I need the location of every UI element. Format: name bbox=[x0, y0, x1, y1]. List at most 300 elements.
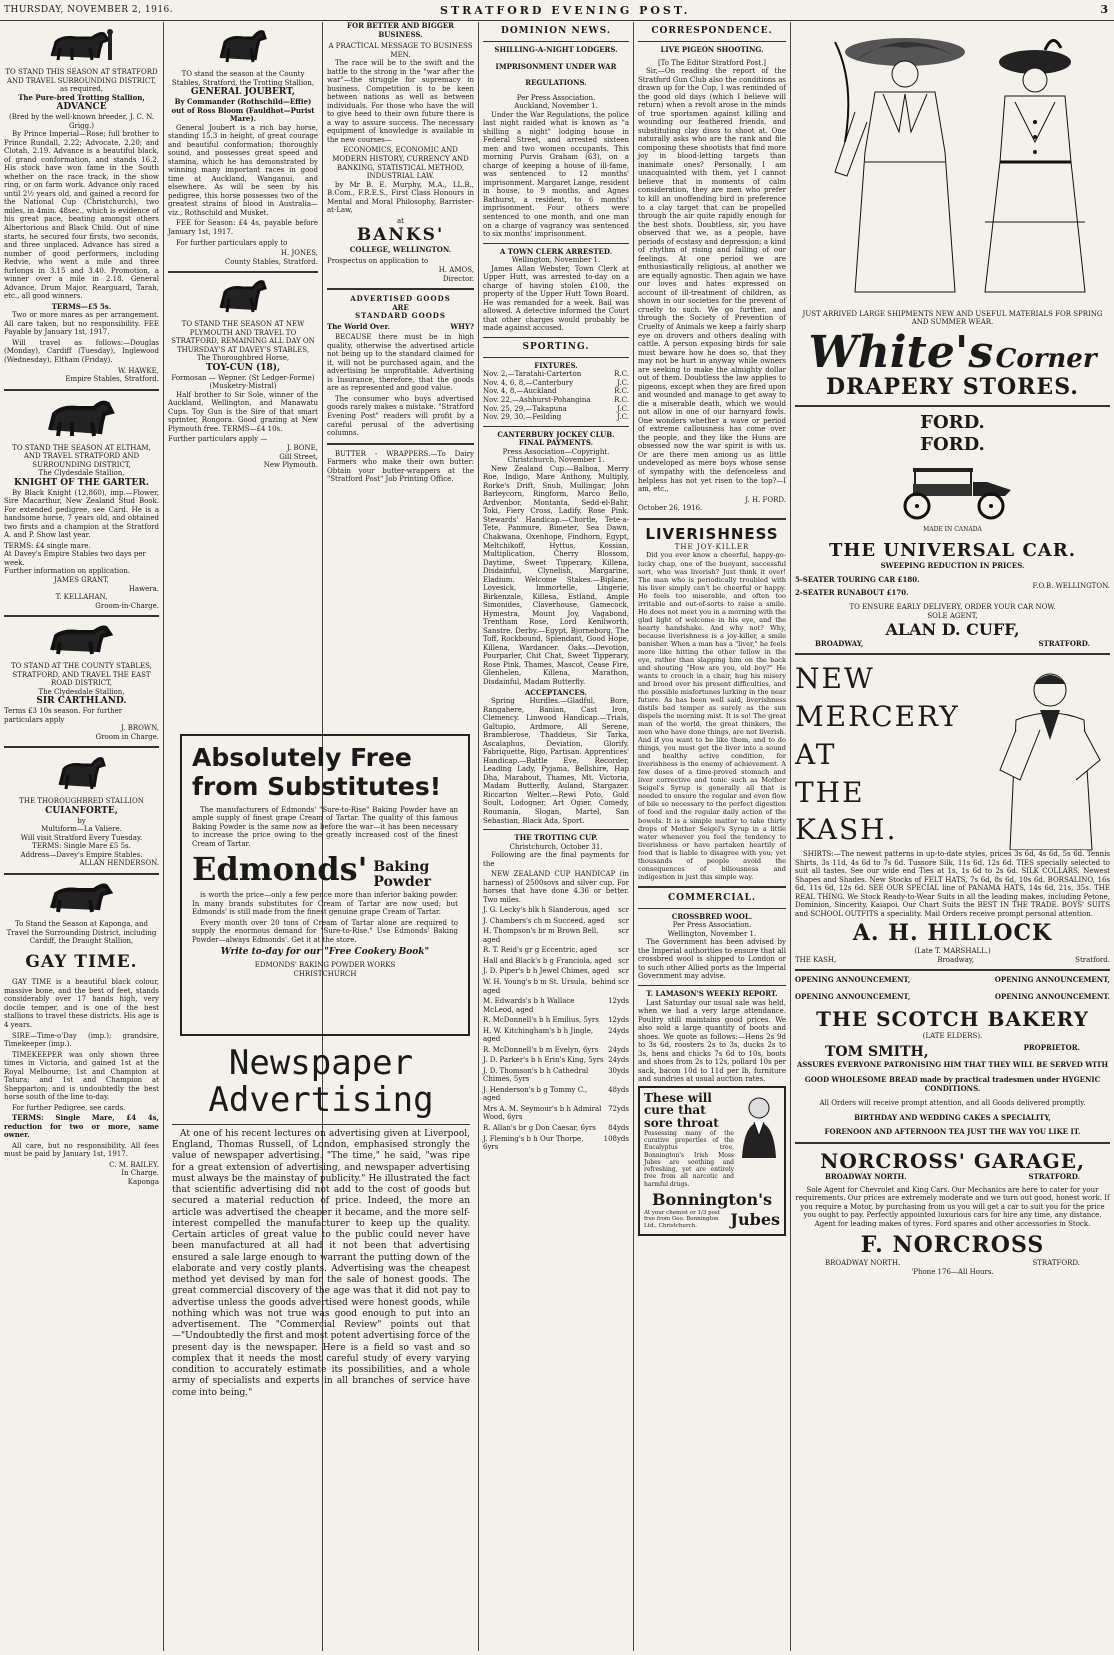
column-5 bbox=[634, 22, 790, 1651]
entry-mark: 12yds bbox=[608, 1016, 629, 1025]
entry-mark: 48yds bbox=[608, 1085, 629, 1094]
article-body: New Zealand Cup.—Balboa, Merry Roe, Indigo, Mare Anthony, Multiply, Rorke's Drift, Snub, Mullingar, John Barleycorn, Ringform, Marco Bello, Ardvenbor, Montanta, Sedd-el-Bahr, Toki, Fiery Cross, Ladify, Rose Pink. Stewards' Handicap.—Chortle, Tete-a-Tete, Panmure, Bimeter, Sea Dawn, Chakwana, Oxenhope, Findhorn, Egypt, Meltchikoff, Hyttus, Kossian, Multiplication, Cherry Blossom, Daytime, Sweet Tipperary, Killena, Disdainful, Clynelish, Margarine, Eladium. Welcome Stakes.—Biplane, Lovesick, Immortelle, Lingerie, Birkenzale, Killesa, Estland, Ample Simonides, Claverhouse, Gamecock, Hymestra, Mount Joy, Vagabond, Trentham Rose, Lord Kenilworth, Sanstre. Derby.—Egypt, Bjorneborg, The Toff, Rockbound, Splendant, Good Hope, Killena, Wardancer. Oaks.—Devotion, Pourparler, Chit Chat, Sweet Tipperary, Rose Pink, Thames, Mascot, Cease Fire, Glenhelen, Killena, Marathon, Disdainful, Madam Butterfly. bbox=[483, 464, 629, 686]
ad-intro: THE THOROUGHBRED STALLION bbox=[19, 797, 144, 806]
proprietor-title: PROPRIETOR. bbox=[1023, 1043, 1080, 1053]
race-description: NEW ZEALAND CUP HANDICAP (in harness) of 2500sovs and silver cup. For horses that have done 4.36 or better. Two miles. bbox=[483, 870, 629, 904]
ad-sub: The Thoroughbred Horse, bbox=[196, 354, 290, 363]
fixture-date: Nov. 4, 6, 8,—Canterbury bbox=[483, 378, 574, 387]
edmonds-ad bbox=[180, 734, 470, 1036]
entry-row bbox=[483, 957, 629, 966]
entry-name: J. G. Lecky's blk h Slanderous, aged bbox=[483, 906, 610, 915]
by-line: by bbox=[77, 816, 86, 825]
horse-icon bbox=[42, 880, 122, 916]
jubes-ad bbox=[638, 1086, 786, 1236]
ad-headline: These will bbox=[644, 1090, 712, 1105]
press-credit: Per Press Association. bbox=[672, 921, 752, 930]
entry-row bbox=[483, 997, 629, 1014]
sole-agent: SOLE AGENT, bbox=[927, 611, 978, 620]
article-heading: REGULATIONS. bbox=[525, 78, 587, 88]
section-sub: A PRACTICAL MESSAGE TO BUSINESS MEN. bbox=[328, 42, 473, 59]
stables: At Davey's Empire Stables two days per week. bbox=[4, 550, 146, 567]
garage-name: NORCROSS' GARAGE, bbox=[820, 1148, 1085, 1173]
issue-date: THURSDAY, NOVEMBER 2, 1916. bbox=[4, 5, 174, 15]
signature-role: Director. bbox=[442, 274, 474, 283]
article-body: BECAUSE there must be in high quality, otherwise the advertised article not being up to the standard claimed for it, will not be purchased again, and the advertising be unprofitable. Advertising is Insurance, therefore, that the goods are as represented and good value. bbox=[327, 333, 474, 393]
column-2 bbox=[164, 22, 322, 722]
signature: H. JONES, bbox=[280, 249, 318, 258]
horse-icon bbox=[213, 278, 273, 316]
ford-subhead: SWEEPING REDUCTION IN PRICES. bbox=[880, 560, 1025, 570]
article-heading: LIVE PIGEON SHOOTING. bbox=[660, 44, 764, 54]
entry-row bbox=[483, 978, 629, 995]
horse-icon bbox=[42, 26, 122, 64]
horse-name: ADVANCE bbox=[56, 102, 107, 113]
agent-city: STRATFORD. bbox=[1038, 638, 1090, 648]
fixture-date: Nov. 22,—Ashhurst-Pohangina bbox=[483, 396, 591, 404]
bakery-assurance: ASSURES EVERYONE PATRONISING HIM THAT THEY WILL BE SERVED WITH bbox=[796, 1060, 1109, 1070]
entry-row bbox=[483, 906, 629, 915]
entry-mark: 12yds bbox=[608, 997, 629, 1006]
section-heading: STANDARD GOODS bbox=[355, 311, 446, 321]
article-heading: T. LAMASON'S WEEKLY REPORT. bbox=[646, 988, 778, 998]
entry-mark: scr bbox=[618, 916, 629, 925]
clydesdale-icon bbox=[42, 396, 122, 440]
divider bbox=[483, 357, 629, 358]
ad-brand: DRAPERY STORES. bbox=[826, 373, 1079, 400]
entry-name: Hall and Black's b g Franciola, aged bbox=[483, 956, 612, 965]
trotting-entries bbox=[483, 906, 629, 1151]
entry-name: H. Thompson's br m Brown Bell, aged bbox=[483, 927, 599, 944]
hillock-street: Broadway, bbox=[937, 955, 975, 964]
opening-announcement: OPENING ANNOUNCEMENT. bbox=[994, 991, 1110, 1001]
article-body: Under the War Regulations, the police last night raided what is known as "a shilling a night" lodging house in Federal Street, and arrested sixteen men and two women occupants. This morning Purvis Graham (63), on a charge of keeping a house of ill-fame, was sentenced to 12 months' imprisonment. Margaret Lange, resident in house, to 9 months, and Agnes Bathurst, a resident, to 6 months' imprisonment. Four others were sentenced to one month, and one man on a charge of vagrancy was sentenced to six months' imprisonment. bbox=[483, 110, 629, 239]
kash-heading: MERCERY bbox=[795, 700, 960, 734]
divider bbox=[795, 405, 1110, 407]
fixture-club: J.C. bbox=[617, 378, 629, 387]
divider bbox=[4, 389, 159, 391]
signature: W. HAWKE, bbox=[117, 366, 159, 375]
article-heading: THE TROTTING CUP. bbox=[514, 833, 598, 843]
article-body: Following are the final payments for the bbox=[483, 851, 629, 868]
signature: JAMES GRANT, bbox=[53, 575, 110, 584]
dateline: Wellington, November 1. bbox=[511, 256, 601, 265]
gentleman-illustration bbox=[980, 660, 1110, 850]
divider bbox=[483, 243, 629, 244]
ford-heading: FORD. bbox=[920, 412, 985, 434]
article-body: Last Saturday our usual sale was held, when we had a very large attendance. Poultry still maintains good prices. We also sold a large quantity of boots and shoes. We quote as follows:—Hens 2s 9d to 3s 6d, roosters 2s to 3s, ducks 2s to 3s, hens and chicks 7s 6d to 10s, boots and shoes from 2s to 12s, pollard 10s per sack, bacon 10d to 11d per lb, furniture and sundries at usual auction rates. bbox=[638, 998, 786, 1084]
bakery-line: GOOD WHOLESOME BREAD made by practical tradesmen under HYGENIC CONDITIONS. bbox=[804, 1074, 1101, 1093]
divider bbox=[638, 41, 786, 42]
address: Address—Davey's Empire Stables. bbox=[20, 850, 143, 859]
ad-brand-line: Powder bbox=[373, 873, 432, 890]
horse-name: TOY-CUN (18), bbox=[205, 362, 281, 373]
signature-place: Hawera. bbox=[128, 584, 159, 593]
entry-mark: 84yds bbox=[608, 1123, 629, 1132]
fixture-club: R.C. bbox=[614, 370, 629, 379]
garage-proprietor: F. NORCROSS bbox=[860, 1232, 1045, 1259]
ad-body: is worth the price—only a few pence more than inferior baking powder. In many brands substitutes for Cream of Tartar are now used; but Edmonds' is still made from the finest genuine grape Cream of Tartar. bbox=[192, 891, 458, 917]
fixture-club: R.C. bbox=[614, 387, 629, 396]
fixture-row bbox=[483, 379, 629, 388]
article-heading: SHILLING-A-NIGHT LODGERS. bbox=[494, 44, 618, 54]
college-location: COLLEGE, WELLINGTON. bbox=[349, 244, 452, 254]
ad-sub: The Clydesdale Stallion, bbox=[38, 687, 125, 696]
terms: TERMS: Single Mare, £4 4s, reduction for two or more, same owner. bbox=[4, 1113, 159, 1140]
section-heading: WHY? bbox=[450, 321, 474, 331]
ad-body: Did you ever know a cheerful, happy-go-lucky chap, one of the buoyant, successful sort, who was liverish? Just think it over! The man who is periodically troubled with his liver simply can't be cheerful or happy. He feels too miserable, and often too irritable and out-of-sorts to raise a smile. He does not meet you in a morning with the glad light of welcome in his eye, and the hearty handshake. And why not? Why, because liverishness is a joy-killer, a smile banisher. When a man has a "liver," he feels more like hitting the other fellow in the eye, rather than slapping him on the back and shouting "How are you, old boy?" He wants to crouch in a chair, hug his misery and brood over his present difficulties, and the possible misfortunes lurking in the near future. As has been well said, liverishness distils bad temper as surely as the sun dispels the morning mist. It is so! The great man of the world, the great thinkers, the men who have done things, are not liverish. And if you want to be like them, and to do things, you must get the liver into a sound and healthy active condition, for liverishness is the enemy of achievement. A few doses of a time-proved stomach and liver corrective and tonic such as Mother Seigel's Syrup is generally all that is needed to ensure the regular and even flow of bile so necessary to the perfect digestion of food and the regular daily action of the bowels. It is a simple matter to take thirty drops of Mother Seigel's Syrup in a little water whenever you feel the tendency to liverishness or have partaken heartily of food that is liable to disagree with you; yet thousands of people avoid the consequences of biliousness and indigestion in just this simple way. bbox=[638, 551, 786, 881]
terms: TERMS: Single Mare £5 5s. bbox=[32, 842, 131, 851]
ad-sub: The Pure-bred Trotting Stallion, bbox=[18, 92, 145, 102]
kash-heading: NEW bbox=[795, 662, 875, 696]
entry-mark: scr bbox=[618, 927, 629, 936]
signature: J. BONE, bbox=[286, 444, 318, 452]
ad-body: Possessing many of the curative properties of the Eucalyptus tree, Bonnington's Irish Moss Jubes are soothing and refreshing, yet are entirely free from all narcotic and harmful drugs. bbox=[644, 1129, 734, 1188]
garage-address: BROADWAY NORTH. bbox=[825, 1259, 901, 1268]
column-6 bbox=[791, 22, 1114, 1651]
page-number: 3 bbox=[1100, 3, 1108, 16]
signature: J. BROWN, bbox=[121, 724, 159, 733]
fixture-row bbox=[483, 413, 629, 422]
ad-subheadline: THE JOY-KILLER bbox=[674, 542, 750, 551]
dateline: Auckland, November 1. bbox=[514, 102, 598, 111]
entry-mark: 24yds bbox=[608, 1045, 629, 1054]
entry-name: J. Chambers's ch m Succeed, aged bbox=[483, 916, 605, 925]
press-credit: Per Press Association. bbox=[516, 93, 596, 102]
horse-name: GENERAL JOUBERT, bbox=[190, 87, 296, 98]
section-heading: SPORTING. bbox=[522, 341, 590, 352]
ad-body: General Joubert is a rich bay horse, standing 15.3 in height, of great courage and beautiful conformation; thoroughly sound, and possesses great speed and stamina, which he has demonstrated by winning many important races in good time at Auckland, Wanganui, and elsewhere. As will be seen by his pedigree, this horse possesses two of the greatest strains of blood in Australia—viz., Rothschild and Musket. bbox=[168, 123, 318, 217]
college-name: BANKS' bbox=[356, 225, 445, 246]
fixture-date: Nov. 29, 30,—Feilding bbox=[483, 413, 562, 422]
divider bbox=[483, 829, 629, 830]
ad-sub: The Clydesdale Stallion, bbox=[38, 469, 125, 478]
entry-row bbox=[483, 917, 629, 926]
agent-name: ALAN D. CUFF, bbox=[885, 620, 1020, 640]
column-3 bbox=[323, 22, 478, 722]
entry-row bbox=[483, 927, 629, 944]
entry-name: Mrs A. M. Seymour's b h Admiral Wood, 6yrs bbox=[483, 1104, 602, 1122]
butter-wrappers-notice: BUTTER - WRAPPERS.—To Dairy Farmers who make their own butter: Obtain your butter-wrappers at the "Stratford Post" Job Printing Office. bbox=[327, 449, 474, 484]
garage-street: BROADWAY NORTH. bbox=[825, 1172, 907, 1182]
entry-name: R. Allan's br g Don Caesar, 6yrs bbox=[483, 1123, 596, 1132]
article-body: The Government has been advised by the Imperial authorities to ensure that all crossbred wool is shipped to London or to such other Allied ports as the Imperial Government may advise. bbox=[638, 938, 786, 981]
newspaper-advertising-article bbox=[172, 1045, 470, 1650]
ad-intro: TO STAND AT THE COUNTY STABLES, STRATFORD, AND TRAVEL THE EAST ROAD DISTRICT, bbox=[11, 662, 152, 688]
section-heading: DOMINION NEWS. bbox=[501, 26, 611, 36]
man-portrait-icon bbox=[738, 1092, 780, 1158]
entry-name: J. Fleming's b h Our Thorpe, 6yrs bbox=[483, 1134, 584, 1152]
fob-line: F.O.B. WELLINGTON. bbox=[1032, 582, 1110, 591]
ad-company: EDMONDS' BAKING POWDER WORKS bbox=[254, 961, 396, 970]
car-icon bbox=[883, 460, 1023, 522]
signature-place: Kaponga bbox=[127, 1178, 159, 1187]
opening-announcement: OPENING ANNOUNCEMENT, bbox=[994, 975, 1110, 985]
fixture-date: Nov. 4, 8,—Auckland bbox=[483, 387, 557, 396]
section-heading: ADVERTISED GOODS bbox=[350, 294, 451, 304]
entry-name: H. W. Kitchingham's b h Jingle, aged bbox=[483, 1026, 594, 1044]
entry-mark: 72yds bbox=[608, 1104, 629, 1113]
divider bbox=[483, 426, 629, 427]
entry-mark: scr bbox=[618, 967, 629, 976]
ad-city: CHRISTCHURCH bbox=[293, 969, 357, 978]
horse-name: KNIGHT OF THE GARTER. bbox=[14, 477, 149, 488]
signature: J. H. FORD. bbox=[745, 495, 786, 504]
entry-mark: scr bbox=[618, 946, 629, 955]
travel-schedule: Will travel as follows:—Douglas (Monday), Cardiff (Tuesday), Inglewood (Wednesday), Eltham (Friday). bbox=[4, 338, 159, 364]
signature-address: Empire Stables, Stratford. bbox=[65, 375, 159, 384]
ad-intro: TO STAND THE SEASON AT NEW PLYMOUTH AND TRAVEL TO STRATFORD, REMAINING ALL DAY ON THURSDAY'S AT DAVEY'S STABLES, bbox=[171, 320, 315, 354]
signature-role: Groom in Charge. bbox=[95, 732, 159, 741]
divider bbox=[327, 288, 474, 290]
kash-heading: AT bbox=[795, 737, 837, 771]
ad-brand: Corner bbox=[995, 343, 1097, 374]
ad-body: SIRE—Time-o'Day (imp.); grandsire, Timekeeper (imp.). bbox=[4, 1031, 159, 1049]
ad-headline: sore throat bbox=[644, 1116, 719, 1131]
signature: C. M. BAILEY. bbox=[109, 1160, 159, 1169]
entry-mark: scr bbox=[618, 956, 629, 965]
whites-ad bbox=[795, 326, 1110, 401]
fixture-row bbox=[483, 387, 629, 396]
opening-announcement: OPENING ANNOUNCEMENT, bbox=[795, 975, 911, 985]
divider bbox=[327, 443, 474, 445]
ad-brand: Edmonds' bbox=[192, 850, 368, 889]
divider bbox=[795, 1142, 1110, 1144]
prospectus-line: Prospectus on application to bbox=[327, 257, 429, 266]
entry-name: R. T. Reid's gr g Eccentric, aged bbox=[483, 946, 598, 955]
entry-name: W. H. Young's b m St. Ursula, aged bbox=[483, 978, 588, 995]
section-heading: The World Over. bbox=[327, 321, 390, 331]
ad-brand: Bonnington's bbox=[652, 1190, 772, 1210]
proprietor-name: TOM SMITH, bbox=[825, 1044, 929, 1061]
article-heading: ACCEPTANCES. bbox=[525, 687, 587, 697]
ad-body: By Black Knight (12,860), imp.—Flower, Sire Macarthur, New Zealand Stud Book. For extended pedigree, see Card. He is a handsome horse, 7 years old, and obtained two firsts and a champion at the Stratford A. and P. Show last year. bbox=[4, 488, 159, 540]
article-title: Advertising bbox=[208, 1080, 434, 1121]
article-body: At one of his recent lectures on advertising given at Liverpool, England, Thomas Russell, of London, emphasised strongly the value of newspaper advertising. "The time," he said, "was ripe for a great extension of advertising, and newspaper advertising must always be the mainstay of publicity." He illustrated the fact that scientific advertising did not add to the cost of goods but secured a material reduction of price. Indeed, the more an article was advertised the cheaper it became, and the more self-interest compelled the manufacturer to keep up the quality. Certain articles of great value to the public could never have been manufactured at all had it not been that advertising ensured a sale large enough to warrant the putting down of the elaborate and very costly plants. Advertising was the cheapest method yet devised by man for the sale of honest goods. The great commercial discovery of the age was that it did not pay to advertise unless the goods advertised were honest goods, while nothing which was not true was good enough to put into an advertisement. The "Commercial Review" points out that—"Undoubtedly the first and most potent advertising force of the present day is the newspaper. Here is a field so vast and so complex that it needs the most careful study of every varying condition to accurately estimate its possibilities, and a whole army of specialists and experts in all branches of service have come into being." bbox=[172, 1128, 470, 1398]
sire-line: Multiform—La Valiere. bbox=[41, 825, 122, 834]
fashion-illustration bbox=[795, 22, 1110, 307]
section-heading: CORRESPONDENCE. bbox=[651, 26, 773, 36]
divider bbox=[483, 337, 629, 338]
entry-name: J. D. Piper's b h Jewel Chimes, aged bbox=[483, 967, 610, 976]
horse-icon bbox=[52, 753, 112, 793]
divider bbox=[638, 886, 786, 888]
ad-body: Half brother to Sir Sole, winner of the Auckland, Wellington, and Manawatu Cups. Toy Gun is the Sire of that smart sprinter, Rongora. Good grazing at New Plymouth free. TERMS—£4 10s. bbox=[168, 390, 318, 433]
dateline: Christchurch, November 1. bbox=[507, 456, 605, 465]
ad-brand-line: Baking bbox=[373, 858, 430, 875]
visit-line: Will visit Stratford Every Tuesday. bbox=[20, 833, 143, 842]
masthead bbox=[0, 0, 1114, 21]
ad-headline: LIVERISHNESS bbox=[645, 524, 779, 543]
fixture-row bbox=[483, 370, 629, 379]
price-line: 2-SEATER RUNABOUT £170. bbox=[795, 587, 909, 597]
entry-name: R. McDonnell's b h Emilius, 5yrs bbox=[483, 1016, 599, 1025]
signature-address: County Stables, Stratford. bbox=[224, 257, 318, 266]
ad-body: TIMEKEEPER was only shown three times in Victoria, and gained 1st at the Royal Melbourne; 1st and Champion at Tatura; and 1st and Champion at Shepparton; and is undoubtedly the best horse south of the line to-day. bbox=[4, 1050, 159, 1102]
bakery-line: FORENOON AND AFTERNOON TEA JUST THE WAY YOU LIKE IT. bbox=[824, 1127, 1081, 1137]
ad-headline: Absolutely Free bbox=[192, 743, 412, 772]
horse-name: CUIANFORTE, bbox=[45, 805, 118, 816]
entry-mark: 24yds bbox=[608, 1056, 629, 1065]
bakery-line: BIRTHDAY AND WEDDING CAKES A SPECIALITY, bbox=[854, 1112, 1051, 1122]
letter-body: Sir,—On reading the report of the Stratford Gun Club also the conditions as drawn up for the Cup, I was reminded of the good old days (which I believe will return) when a revolt arose in the minds of true sportsmen against killing and wounding our feathered friends, and substituting clay discs to shoot at. One naturally asks who are the rank and file composing these shootists that find more joy in blood-letting targets than inanimate ones? Personally, I am unacquainted with them, yet I cannot believe that in moments of calm consideration, they are men who prefer to kill an unoffending bird in preference to a clay target that can be propelled through the air quite rapidly enough for the best shots. Doubtless, sir, you have observed that we, as a people, have periods of ecstasy and depression; a kind of rhythm of rising and falling of our feelings. At one period we are enthusiastically religious, at another we are equally agnostic. Then again we have our loves and hates expressed on account of ill-treatment of children, as shown in our societies for the prevent of cruelty to such. We go further, and through the Society of Prevention of Cruelty of Animals we keep a fairly sharp eye on drovers and others dealing with cattle. A person exposing birds for sale must beware how he does so, that they may not be hurt in anyway while owners are seeking to make the almighty dollar out of them. Doubtless the law applies to pigeons, except when they are fired upon and wounded and manage to get away to die a miserable death, which we would not allow in one of our barnyard fowls. One wonders whether a wave or period of extreme callousness has come over the people, and they like the Huns are obsessed now the war spirit is with us. Or are there men among us as little undeveloped as mere boys whose sense of sympathy with the defenceless and helpless has not yet risen to the top?—I am, etc., bbox=[638, 67, 786, 494]
entry-row bbox=[483, 1067, 629, 1084]
divider bbox=[172, 1124, 470, 1125]
entry-name: J. D. Thomson's b h Cathedral Chimes, 5yrs bbox=[483, 1066, 589, 1084]
hillock-late: (Late T. MARSHALL.) bbox=[914, 947, 991, 956]
article-heading: FINAL PAYMENTS. bbox=[518, 438, 594, 448]
article-body: The consumer who buys advertised goods rarely makes a mistake. "Stratford Evening Post" readers will profit by a careful perusal of the advertising columns. bbox=[327, 394, 474, 438]
ford-heading: FORD. bbox=[920, 434, 985, 456]
agent-address: BROADWAY, bbox=[815, 638, 864, 648]
garage-body: Sole Agent for Chevrolet and King Cars. Our Mechanics are here to cater for your requirements. Our prices are extremely moderate and we turn out good, honest work. If you require a Motor, by purchasing from us you will get a car to suit you for the price you ought to pay. Perfectly appointed luxurious cars for hire any time, any distance. Agent for leading makes of tyres. Ford spares and other accessories in Stock. bbox=[795, 1185, 1110, 1228]
garage-city: STRATFORD. bbox=[1028, 1172, 1080, 1182]
order-line: TO ENSURE EARLY DELIVERY, ORDER YOUR CAR NOW. bbox=[849, 603, 1056, 612]
shipments-line: JUST ARRIVED LARGE SHIPMENTS NEW AND USEFUL MATERIALS FOR SPRING AND SUMMER WEAR. bbox=[802, 309, 1103, 327]
entry-row bbox=[483, 1124, 629, 1133]
terms: Terms £3 10s season. For further particulars apply bbox=[4, 707, 123, 724]
kash-body: SHIRTS:—The newest patterns in up-to-date styles, prices 3s 6d, 4s 6d, 5s 6d. Tennis Shirts, 3s 11d, 4s 6d to 7s 6d. Tussore Silk, 11s 6d, 12s 6d. TIES specially selected to suit all tastes. See our wide end Ties at 1s, 1s 6d to 2s 6d. SILK COLLARS, Newest Shapes and Shades. New Stocks of FELT HATS, 7s 6d, 8s 6d, 10s 6d. BORSALINO, 16s 6d, 11s 6d, 12s 6d. SEE OUR SPECIAL line of PANAMA HATS, 14s 6d, 21s, 35s. THE REAL THING. We Stock Ready-to-Wear Suits in all the leading makes, including Petone, Dominion, Sincerity, Kaiapoi. Our Chart Suits the BEST IN THE TRADE. BOYS' SUITS and SCHOOL OUTFITS a speciality. Mail Orders receive prompt personal attention. bbox=[795, 850, 1110, 918]
dateline: Wellington, November 1. bbox=[667, 929, 757, 938]
entry-row bbox=[483, 1105, 629, 1122]
terms: TERMS—£5 5s. bbox=[51, 301, 112, 311]
entry-row bbox=[483, 946, 629, 955]
entry-row bbox=[483, 1086, 629, 1103]
entry-mark: 108yds bbox=[603, 1134, 629, 1143]
fixtures-list bbox=[483, 370, 629, 421]
pedigree: By Commander (Rothschild—Effie) out of Ross Bloom (Fauldhot—Purist Mare). bbox=[171, 97, 315, 124]
entry-row bbox=[483, 1135, 629, 1152]
entry-name: J. Henderson's b g Tommy C., aged bbox=[483, 1085, 588, 1103]
signature: T. KELLAHAN, bbox=[55, 593, 108, 602]
dateline: Christchurch, October 31. bbox=[509, 842, 603, 851]
fee: FEE for Season: £4 4s, payable before January 1st, 1917. bbox=[168, 219, 318, 236]
divider bbox=[638, 518, 786, 520]
fixture-date: Nov. 25, 29,—Takapuna bbox=[483, 404, 567, 413]
divider bbox=[4, 615, 159, 617]
entry-mark: behind scr bbox=[591, 978, 629, 986]
article-heading: CANTERBURY JOCKEY CLUB. bbox=[497, 429, 615, 439]
signature-address: Gill Street, bbox=[279, 452, 318, 461]
price-line: 5-SEATER TOURING CAR £180. bbox=[795, 575, 920, 585]
section-heading: BUSINESS. bbox=[378, 29, 423, 39]
horse-name: SIR CARTHLAND. bbox=[36, 696, 127, 707]
terms-body: Two or more mares as per arrangement. All care taken, but no responsibility. FEE Payable by January 1st, 1917. bbox=[4, 311, 159, 337]
fixture-club: J.C. bbox=[617, 413, 629, 422]
column-1 bbox=[0, 22, 163, 1651]
ford-slogan: THE UNIVERSAL CAR. bbox=[828, 539, 1076, 561]
editor-line: [To The Editor Stratford Post.] bbox=[657, 58, 767, 67]
fixture-club: R.C. bbox=[614, 396, 629, 404]
kash-ad bbox=[795, 660, 1110, 850]
fixtures-heading: FIXTURES. bbox=[534, 360, 578, 370]
ad-intro: TO STAND THIS SEASON AT STRATFORD AND TRAVEL SURROUNDING DISTRICT, as required, bbox=[5, 68, 158, 94]
divider bbox=[795, 969, 1110, 971]
fixture-row bbox=[483, 396, 629, 405]
ad-headline: cure that bbox=[644, 1103, 706, 1118]
further-info: For further particulars apply to bbox=[176, 238, 288, 247]
ad-footnote: At your chemist or 1/3 post free from Geo. Bonnington Ltd., Christchurch. bbox=[644, 1209, 720, 1230]
entry-mark: 30yds bbox=[608, 1066, 629, 1075]
ad-body: GAY TIME is a beautiful black colour, massive bone, and the best of feet, stands considerably over 17 hands high, very docile temper, and is one of the best stallions to travel these districts. His age is 4 years. bbox=[4, 978, 159, 1029]
horse-icon bbox=[42, 622, 122, 658]
further-info: Further particulars apply — bbox=[168, 435, 268, 444]
entry-row bbox=[483, 967, 629, 976]
divider bbox=[168, 271, 318, 273]
article-body: Spring Hurdles.—Gladful, Bore, Rangahere, Banian, Cast Iron, Clemency. Linwood Handicap.—Trials, Galtupio, Ardmore, All Serene, Bramblerose, Thaddeus, Sir Tarka, Ascalaphus, Deviation, Glorify, Fabriquette, Rigo, Partisan. Apprentices' Handicap.—Battle Eve, Recorder, Leading Lady, Pyjama, Bellshire, Hap Dha, Marabout, Thames, Mt. Victoria, Madam Butterfly, Auland, Stargazer. Riccarton Welter.—Rewi Poto, Gold Soult, Lodogner, Art Ogier, Comedy, Roumania, Slogan, Martel, San Sebastian, Black Ada, Sport. bbox=[483, 697, 629, 825]
hillock-city: Stratford. bbox=[1075, 955, 1110, 964]
horse-icon bbox=[213, 26, 273, 66]
divider bbox=[483, 41, 629, 42]
column-4 bbox=[479, 22, 633, 1651]
kash-heading: KASH. bbox=[795, 813, 898, 847]
ad-headline: from Substitutes! bbox=[192, 771, 442, 801]
entry-name: R. McDonnell's b m Evelyn, 6yrs bbox=[483, 1045, 599, 1054]
kash-heading: THE bbox=[795, 775, 865, 809]
garage-city: STRATFORD. bbox=[1032, 1259, 1080, 1268]
further-info: Further information on application. bbox=[4, 567, 131, 576]
divider bbox=[638, 908, 786, 909]
section-heading: COMMERCIAL. bbox=[667, 892, 757, 903]
course-list: ECONOMICS, ECONOMIC AND MODERN HISTORY, CURRENCY AND BANKING, STATISTICAL METHOD, INDUSTRIAL LAW. bbox=[332, 146, 469, 181]
terms: TERMS: £4 single mare. bbox=[4, 541, 91, 550]
divider bbox=[795, 653, 1110, 655]
care-note: All care, but no responsibility. All fees must be paid by January 1st, 1917. bbox=[4, 1141, 159, 1159]
divider bbox=[4, 873, 159, 875]
ad-intro: TO STAND THE SEASON AT ELTHAM, AND TRAVEL STRATFORD AND SURROUNDING DISTRICT, bbox=[12, 443, 151, 469]
divider bbox=[4, 746, 159, 748]
bakery-line: All Orders will receive prompt attention, and all Goods delivered promptly. bbox=[819, 1099, 1086, 1108]
at-line: at bbox=[397, 216, 404, 225]
entry-mark: 24yds bbox=[608, 1026, 629, 1035]
ad-cta: Write to-day for our "Free Cookery Book" bbox=[220, 947, 430, 958]
car-caption: MADE IN CANADA bbox=[923, 526, 982, 534]
pedigree: Formosan — Wepner. (St Ledger-Forme) (Musketry-Mistral) bbox=[171, 373, 315, 391]
ad-brand: Jubes bbox=[730, 1209, 780, 1229]
entry-name: J. D. Parker's b h Erin's King, 5yrs bbox=[483, 1056, 604, 1065]
article-body: James Allan Webster, Town Clerk at Upper Hutt, was arrested to-day on a charge of having stolen £100, the property of the Upper Hutt Town Board. He was remanded for a week. Bail was allowed. A detective informed the Court that other charges would probably be made against accused. bbox=[483, 264, 629, 333]
ad-intro: TO stand the season at the County Stables, Stratford, the Trotting Stallion, bbox=[171, 70, 315, 87]
entry-row bbox=[483, 1027, 629, 1044]
newspaper-title: STRATFORD EVENING POST. bbox=[440, 4, 691, 17]
fixture-row bbox=[483, 405, 629, 414]
ad-body: Every month over 20 tons of Cream of Tartar alone are required to supply the enormous demand for "Sure-to-Rise." Use Edmonds' Baking Powder—always Edmonds'. Get it at the store. bbox=[192, 918, 458, 944]
entry-mark: scr bbox=[618, 906, 629, 915]
signature-role: In Charge. bbox=[121, 1169, 159, 1178]
ad-body: The manufacturers of Edmonds' "Sure-to-Rise" Baking Powder have an ample supply of finest grape Cream of Tartar. The quality of this famous Baking Powder is the same now as before the war—it has been necessary to increase the price owing to the greatly increased cost of the finest Cream of Tartar. bbox=[192, 805, 458, 848]
bakery-late: (LATE ELDERS). bbox=[922, 1031, 983, 1040]
ad-body: For further Pedigree, see cards. bbox=[12, 1103, 126, 1112]
article-heading: IMPRISONMENT UNDER WAR bbox=[495, 61, 617, 71]
signature-address: New Plymouth. bbox=[263, 461, 318, 470]
press-credit: Press Association—Copyright. bbox=[502, 447, 610, 456]
article-heading: A TOWN CLERK ARRESTED. bbox=[499, 246, 613, 256]
article-title: Newspaper bbox=[228, 1045, 414, 1083]
opening-announcement: OPENING ANNOUNCEMENT, bbox=[795, 991, 911, 1001]
ad-body: By Prince Imperial—Rose; full brother to Prince Rundall, 2.22; Advocate, 2.20; and Clotah, 2.19. Advance is a beautiful black, of grand conformation, and stands 16.2. His stock have won fame in the South whether on the race track, in the show ring, or on farm work. Advance only raced until 2½ years old, and gained a record for the National Cup (Christchurch), two miles, in 4min. 48sec., which is evidence of his great pace, beating amongst others Albertorious and Black Child. Out of nine starts, he secured four firsts, two seconds, and three unplaced. Advance has sired a number of good performers, including Redvie, who went a mile and three furlongs in 3.15 and 3.40. Promotion, a winner over a mile in 2.18. General Advance, Drum Major, Rearguard, Tarah, etc., all good winners. bbox=[4, 130, 159, 301]
ad-brand: White's bbox=[808, 326, 994, 378]
divider bbox=[638, 985, 786, 986]
lecturer: by Mr B. E. Murphy, M.A., LL.B., B.Com., F.R.E.S., First Class Honours in Mental and Moral Philosophy, Barrister-at-Law, bbox=[327, 180, 474, 215]
entry-name: M. Edwards's b h Wallace McLeod, aged bbox=[483, 997, 575, 1014]
section-heading: FOR BETTER AND BIGGER bbox=[347, 22, 454, 30]
hillock-shop: THE KASH, bbox=[795, 955, 837, 964]
fixture-club: J.C. bbox=[617, 404, 629, 413]
hillock-name: A. H. HILLOCK bbox=[852, 920, 1053, 947]
letter-date: October 26, 1916. bbox=[638, 504, 703, 513]
horse-name: GAY TIME. bbox=[25, 951, 138, 972]
bakery-name: THE SCOTCH BAKERY bbox=[816, 1007, 1089, 1032]
entry-row bbox=[483, 1016, 629, 1025]
